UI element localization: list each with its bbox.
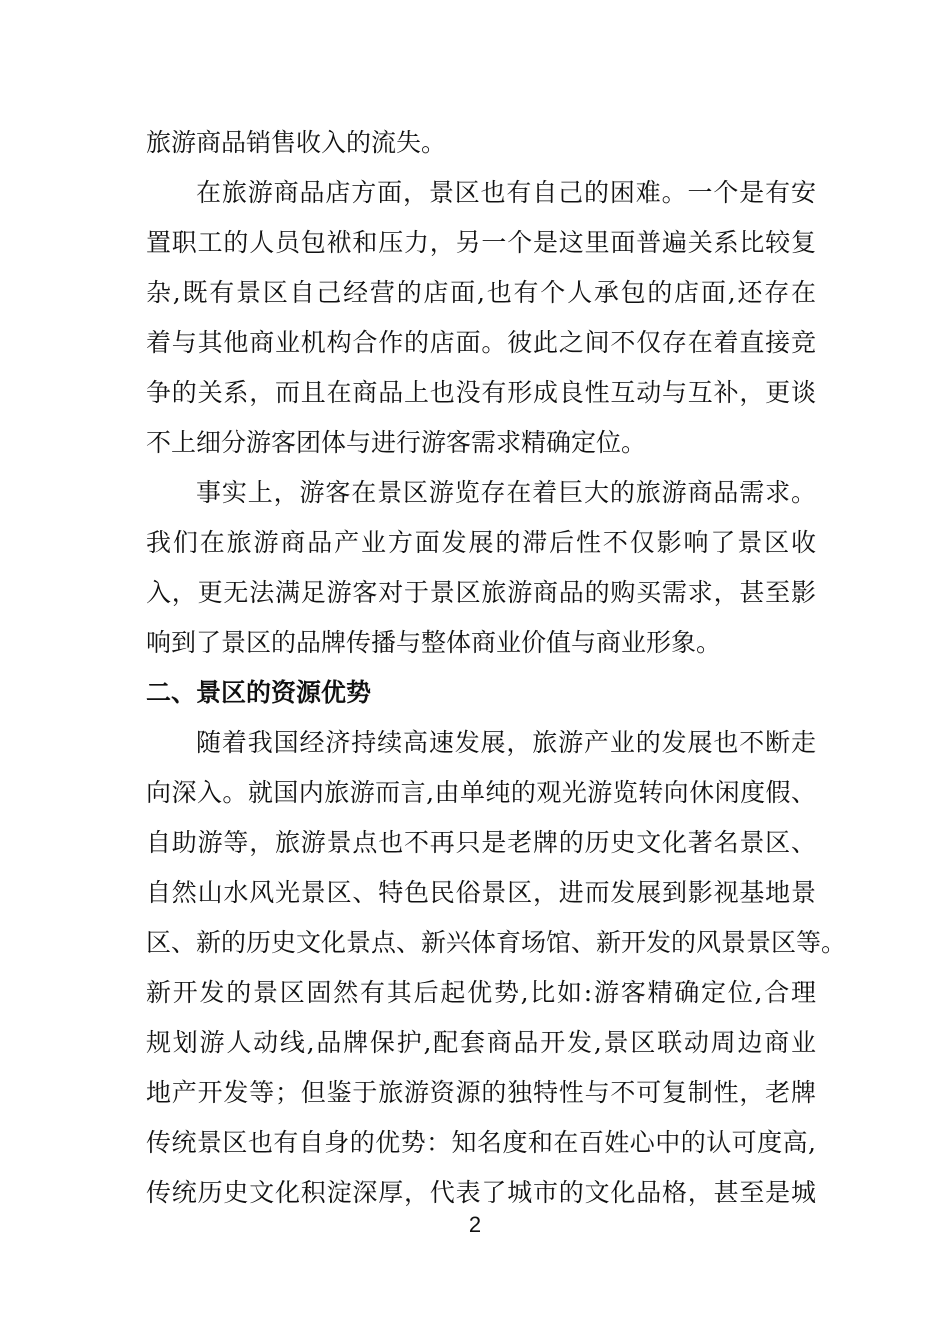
paragraph-4-line-9: 传统景区也有自身的优势：知名度和在百姓心中的认可度高,: [146, 1128, 816, 1157]
paragraph-2-line-2: 置职工的人员包袱和压力，另一个是这里面普遍关系比较复: [146, 228, 816, 257]
paragraph-3-line-3: 入，更无法满足游客对于景区旅游商品的购买需求，甚至影: [146, 578, 816, 607]
page-number: 2: [468, 1212, 482, 1237]
paragraph-2-line-1: 在旅游商品店方面，景区也有自己的困难。一个是有安: [196, 178, 816, 207]
paragraph-4-line-5: 区、新的历史文化景点、新兴体育场馆、新开发的风景景区等。: [146, 928, 847, 957]
paragraph-4-line-4: 自然山水风光景区、特色民俗景区，进而发展到影视基地景: [146, 878, 816, 907]
paragraph-4-line-10: 传统历史文化积淀深厚，代表了城市的文化品格，甚至是城: [146, 1178, 816, 1207]
paragraph-2-line-6: 不上细分游客团体与进行游客需求精确定位。: [146, 428, 647, 457]
paragraph-2-line-5: 争的关系，而且在商品上也没有形成良性互动与互补，更谈: [146, 378, 816, 407]
paragraph-2-line-3: 杂,既有景区自己经营的店面,也有个人承包的店面,还存在: [146, 278, 816, 307]
paragraph-4-line-7: 规划游人动线,品牌保护,配套商品开发,景区联动周边商业: [146, 1028, 816, 1057]
paragraph-1-line-1: 旅游商品销售收入的流失。: [146, 128, 447, 157]
paragraph-3-line-1: 事实上，游客在景区游览存在着巨大的旅游商品需求。: [196, 478, 816, 507]
paragraph-4-line-3: 自助游等，旅游景点也不再只是老牌的历史文化著名景区、: [146, 828, 816, 857]
paragraph-4-line-8: 地产开发等；但鉴于旅游资源的独特性与不可复制性，老牌: [146, 1078, 816, 1107]
paragraph-4-line-1: 随着我国经济持续高速发展，旅游产业的发展也不断走: [196, 728, 816, 757]
section-heading: 二、景区的资源优势: [146, 678, 372, 707]
paragraph-4-line-2: 向深入。就国内旅游而言,由单纯的观光游览转向休闲度假、: [146, 778, 816, 807]
paragraph-4-line-6: 新开发的景区固然有其后起优势,比如:游客精确定位,合理: [146, 978, 816, 1007]
paragraph-3-line-4: 响到了景区的品牌传播与整体商业价值与商业形象。: [146, 628, 722, 657]
paragraph-2-line-4: 着与其他商业机构合作的店面。彼此之间不仅存在着直接竞: [146, 328, 816, 357]
paragraph-3-line-2: 我们在旅游商品产业方面发展的滞后性不仅影响了景区收: [146, 528, 816, 557]
